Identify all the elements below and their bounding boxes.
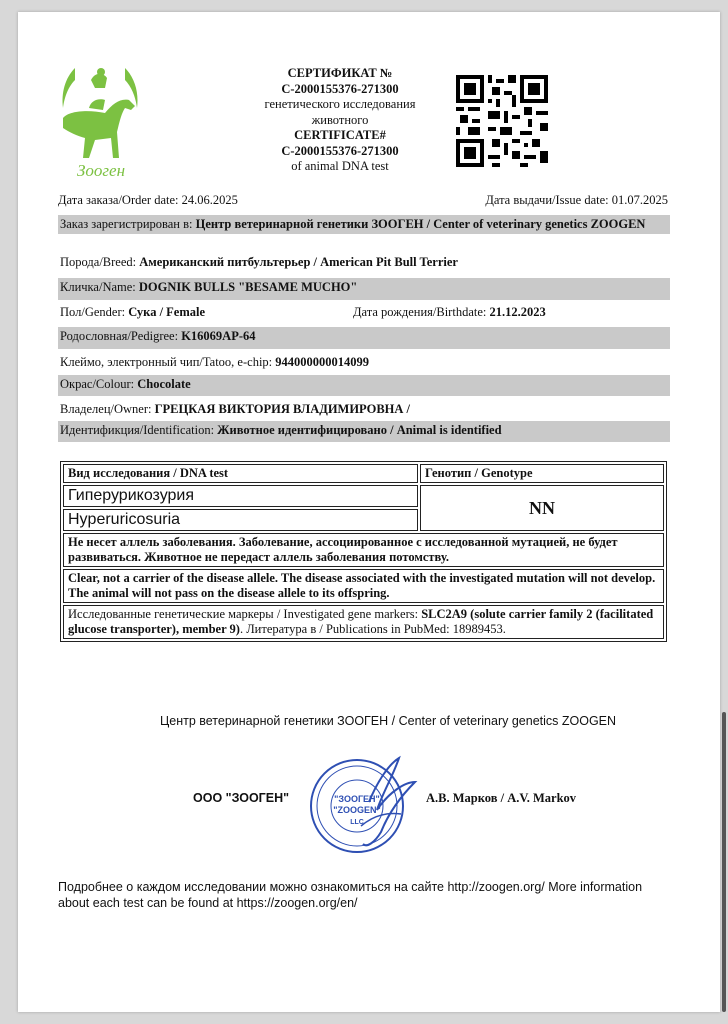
- chip-row: Клеймо, электронный чип/Tatoo, e-chip: 944000000014099: [60, 355, 370, 369]
- test-name-en: Hyperuricosuria: [63, 509, 418, 531]
- svg-text:"ZOOGEN": "ZOOGEN": [333, 805, 381, 815]
- chip-value: 944000000014099: [275, 355, 370, 369]
- zoogen-logo: [55, 58, 145, 183]
- title-en: CERTIFICATE#: [294, 128, 386, 142]
- order-date: Дата заказа/Order date: 24.06.2025: [58, 193, 238, 207]
- breed-row: Порода/Breed: Американский питбультерьер / American Pit Bull Terrier: [60, 255, 458, 269]
- test-name-ru: Гиперурикозурия: [63, 485, 418, 507]
- col-header-test: Вид исследования / DNA test: [68, 466, 229, 480]
- footer-info: Подробнее о каждом исследовании можно ознакомиться на сайте http://zoogen.org/ More information about each test can be found at https://zoogen.org/en/: [58, 880, 643, 910]
- colour-value: Chocolate: [137, 377, 191, 391]
- subtitle-en: of animal DNA test: [291, 159, 389, 173]
- name-value: DOGNIK BULLS "BESAME MUCHO": [138, 280, 358, 294]
- pedigree-row: Родословная/Pedigree: K16069AP-64: [58, 327, 670, 349]
- registered-row: Заказ зарегистрирован в: Центр ветеринарной генетики ЗООГЕН / Center of veterinary genetics ZOOGEN: [58, 215, 670, 234]
- title-ru: СЕРТИФИКАТ №: [287, 66, 393, 80]
- official-stamp: [305, 752, 425, 860]
- breed-value: Американский питбультерьер / American Pit Bull Terrier: [139, 255, 458, 269]
- subtitle-ru-2: животного: [311, 112, 369, 127]
- name-row: Кличка/Name: DOGNIK BULLS "BESAME MUCHO": [58, 278, 670, 300]
- gene-markers: Исследованные генетические маркеры / Investigated gene markers: SLC2A9 (solute carrier family 2 (facilitated glucose transporter), member 9). Литература в / Publications in PubMed: 18989453.: [63, 605, 664, 639]
- birthdate: Дата рождения/Birthdate: 21.12.2023: [353, 305, 546, 319]
- scrollbar[interactable]: [722, 712, 726, 1012]
- svg-text:"ЗООГЕН": "ЗООГЕН": [334, 794, 380, 804]
- owner-value: ГРЕЦКАЯ ВИКТОРИЯ ВЛАДИМИРОВНА /: [154, 402, 411, 416]
- registered-value: Центр ветеринарной генетики ЗООГЕН / Center of veterinary genetics ZOOGEN: [195, 217, 646, 231]
- colour-row: Окрас/Colour: Chocolate: [58, 375, 670, 396]
- identification-row: Идентификция/Identification: Животное идентифицировано / Animal is identified: [58, 421, 670, 442]
- dates-row: [58, 193, 668, 208]
- center-name: Центр ветеринарной генетики ЗООГЕН / Center of veterinary genetics ZOOGEN: [160, 714, 617, 728]
- col-header-genotype: Генотип / Genotype: [425, 466, 533, 480]
- owner-row: Владелец/Owner: ГРЕЦКАЯ ВИКТОРИЯ ВЛАДИМИРОВНА /: [60, 402, 411, 416]
- gender-value: Сука / Female: [128, 305, 206, 319]
- certificate-header: [232, 66, 448, 175]
- logo-text: Зооген: [77, 161, 126, 180]
- organization-name: ООО "ЗООГЕН": [193, 791, 290, 805]
- dna-test-table: [60, 461, 667, 642]
- svg-text:LLC: LLC: [350, 819, 364, 826]
- pedigree-value: K16069AP-64: [181, 329, 256, 343]
- result-ru: Не несет аллель заболевания. Заболевание, ассоциированное с исследованной мутацией, не будет развиваться. Животное не передаст аллель заболевания потомству.: [68, 535, 618, 564]
- qr-code[interactable]: [456, 75, 548, 167]
- result-en: Clear, not a carrier of the disease allele. The disease associated with the investigated mutation will not develop. The animal will not pass on the disease allele to its offspring.: [68, 571, 656, 600]
- certificate-number-en: C-2000155376-271300: [281, 143, 399, 158]
- gender-row: Пол/Gender: Сука / Female Дата рождения/Birthdate: 21.12.2023: [60, 305, 546, 319]
- issue-date: Дата выдачи/Issue date: 01.07.2025: [485, 193, 668, 207]
- certificate-number: C-2000155376-271300: [281, 81, 399, 96]
- subtitle-ru-1: генетического исследования: [264, 97, 416, 111]
- signer-name: А.В. Марков / A.V. Markov: [426, 791, 577, 805]
- identification-value: Животное идентифицировано / Animal is identified: [217, 423, 502, 437]
- genotype-value: NN: [420, 485, 664, 531]
